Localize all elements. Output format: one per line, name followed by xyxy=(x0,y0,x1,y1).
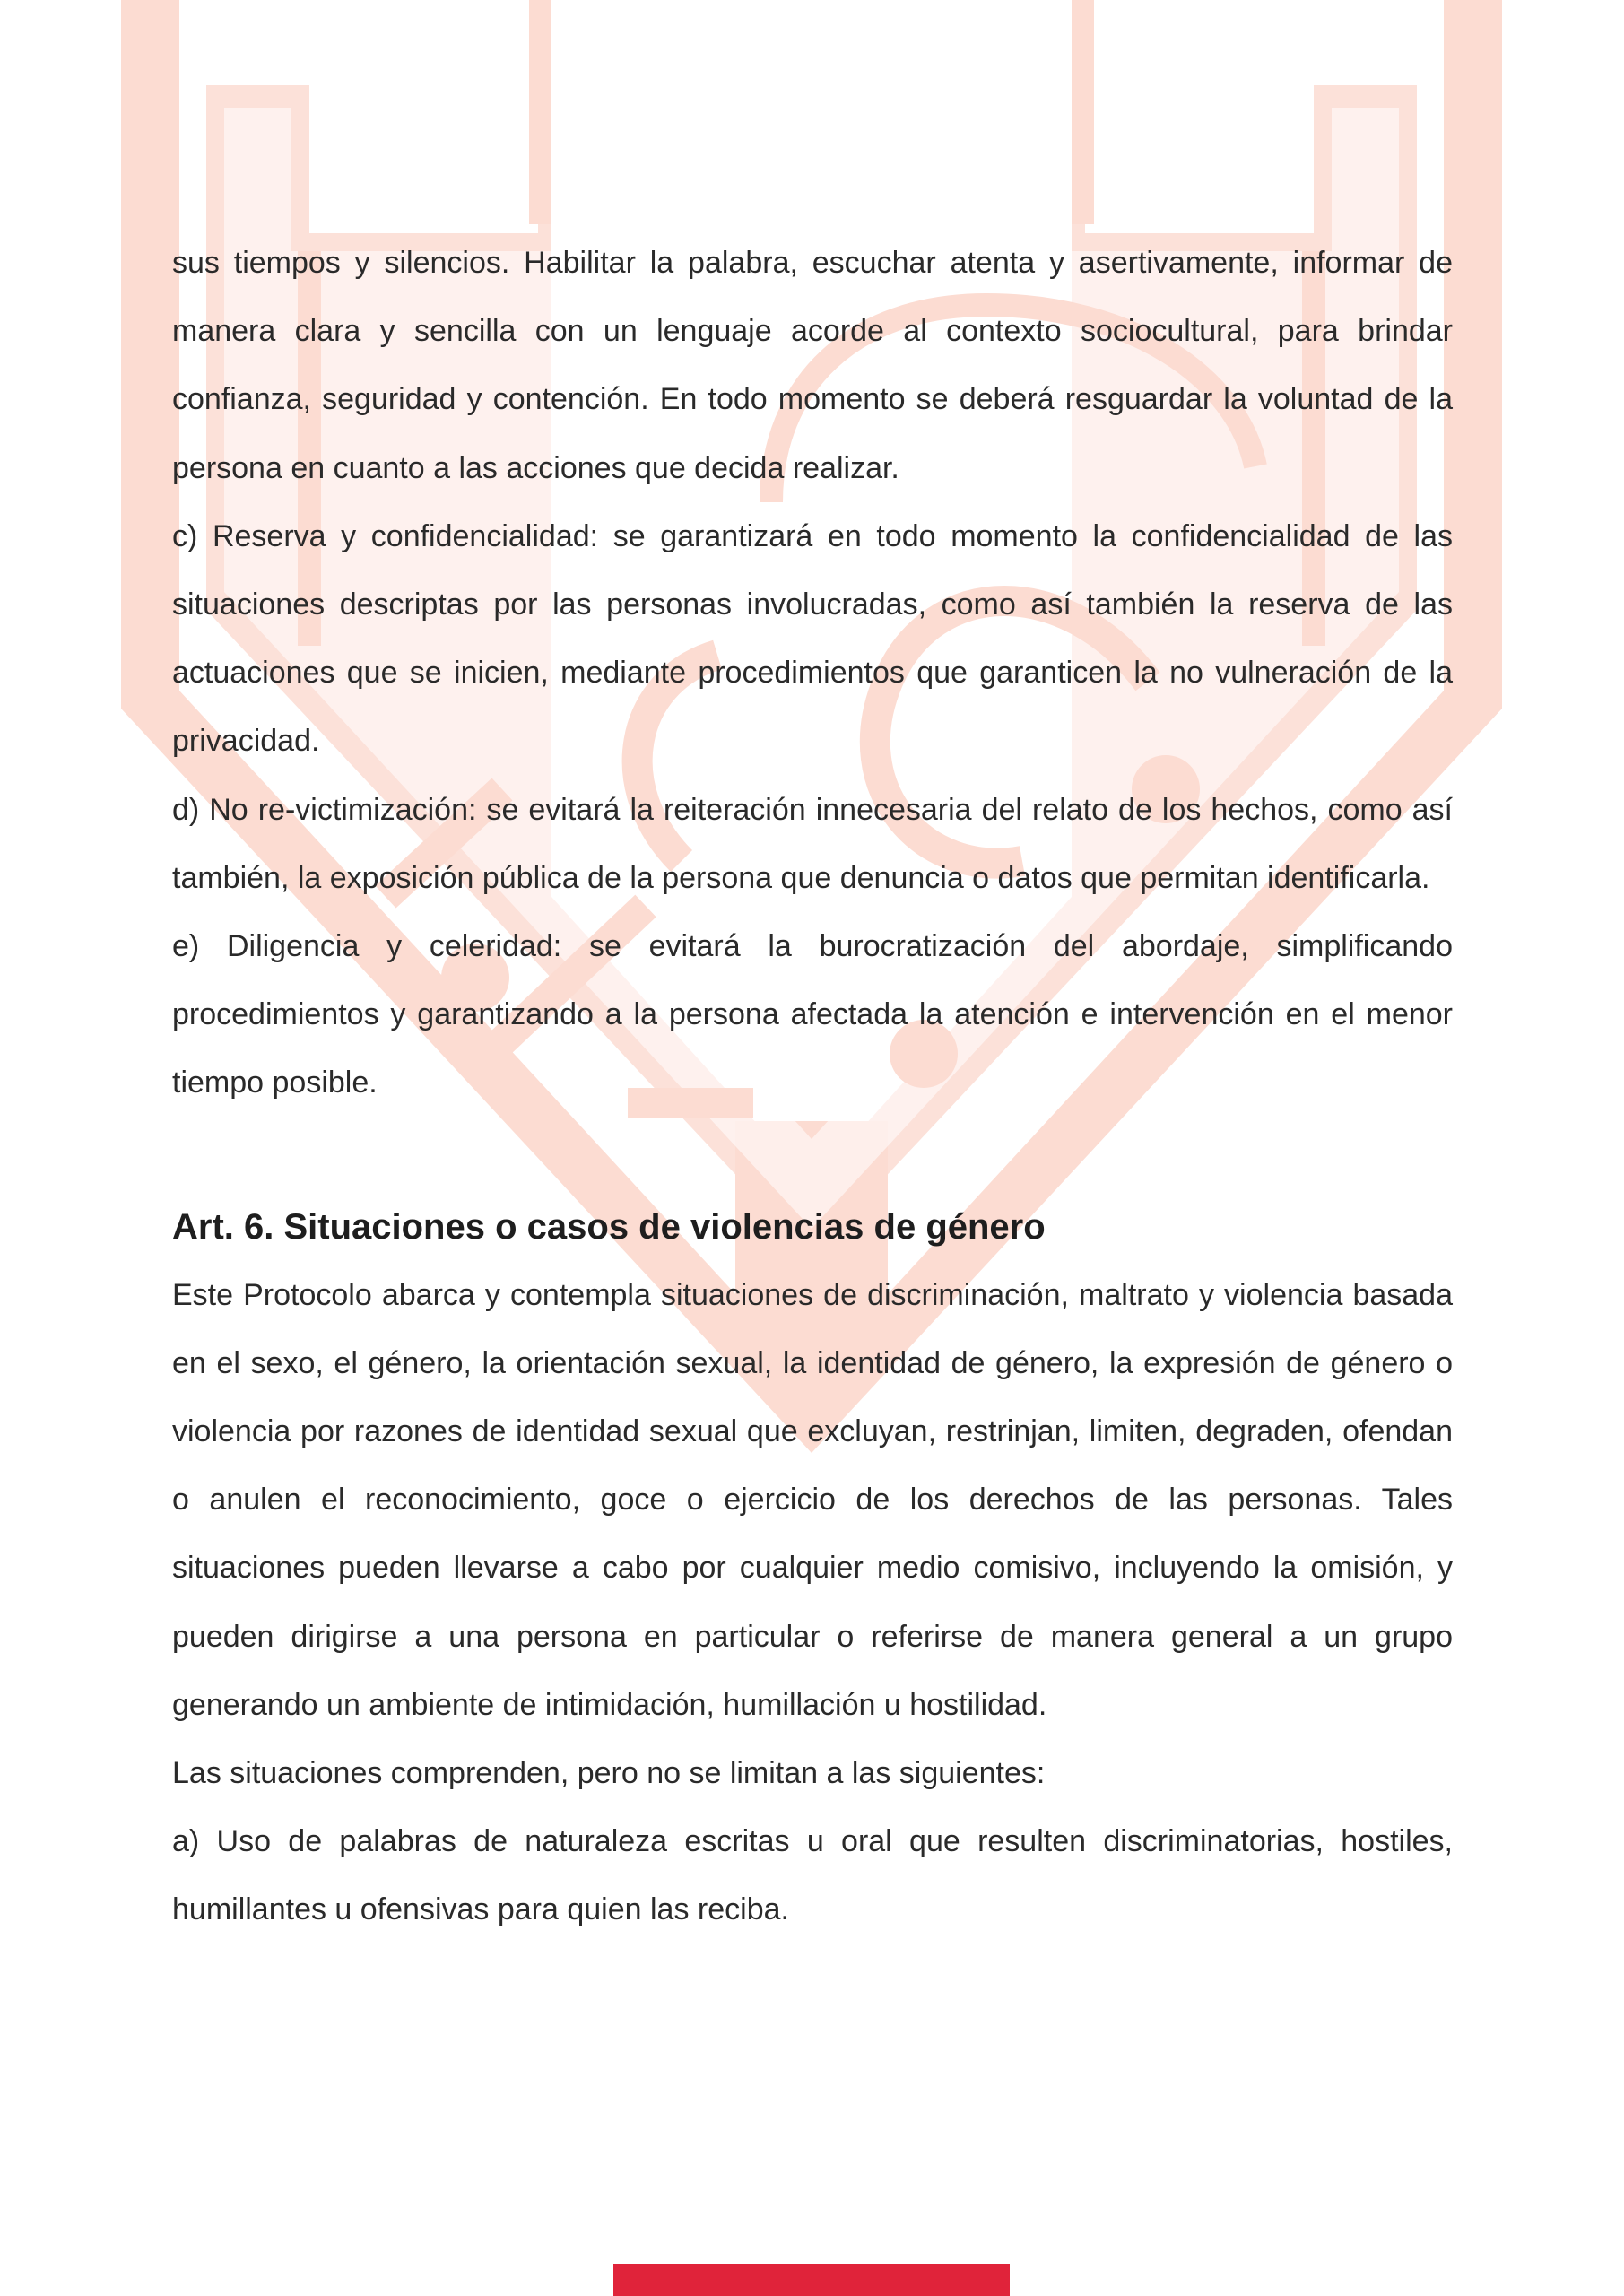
article-6-paragraph-item-a: a) Uso de palabras de naturaleza escritas u oral que resulten discriminatorias, hostiles, humillantes u ofensivas para quien las reciba. xyxy=(172,1824,1453,1927)
paragraph-continuation: sus tiempos y silencios. Habilitar la palabra, escuchar atenta y asertivamente, informar de manera clara y sencilla con un lenguaje acorde al contexto sociocultural, para brindar confianza, seguridad y contención. En todo momento se deberá resguardar la voluntad de la persona en cuanto a las acciones que decida realizar. xyxy=(172,246,1453,485)
footer-red-bar xyxy=(613,2264,1010,2296)
paragraph-no-revictimizacion: d) No re-victimización: se evitará la reiteración innecesaria del relato de los hechos, como así también, la exposición pública de la persona que denuncia o datos que permitan identificarla. xyxy=(172,792,1453,895)
paragraph-reserva-confidencialidad: c) Reserva y confidencialidad: se garantizará en todo momento la confidencialidad de las situaciones descriptas por las personas involucradas, como así también la reserva de las actuaciones que se inicien, mediante procedimientos que garanticen la no vulneración de la privacidad. xyxy=(172,518,1453,759)
article-6-paragraph-intro-list: Las situaciones comprenden, pero no se limitan a las siguientes: xyxy=(172,1756,1046,1791)
article-6-heading: Art. 6. Situaciones o casos de violencias de género xyxy=(172,1206,1046,1247)
paragraph-diligencia-celeridad: e) Diligencia y celeridad: se evitará la burocratización del abordaje, simplificando procedimientos y garantizando a la persona afectada la atención e intervención en el menor tiempo posible. xyxy=(172,929,1453,1100)
document-body xyxy=(172,229,1453,1944)
article-6-paragraph-scope: Este Protocolo abarca y contempla situaciones de discriminación, maltrato y violencia basada en el sexo, el género, la orientación sexual, la identidad de género, la expresión de género o violencia por razones de identidad sexual que excluyan, restrinjan, limiten, degraden, ofendan o anulen el reconocimiento, goce o ejercicio de los derechos de las personas. Tales situaciones pueden llevarse a cabo por cualquier medio comisivo, incluyendo la omisión, y pueden dirigirse a una persona en particular o referirse de manera general a un grupo generando un ambiente de intimidación, humillación u hostilidad. xyxy=(172,1277,1453,1722)
